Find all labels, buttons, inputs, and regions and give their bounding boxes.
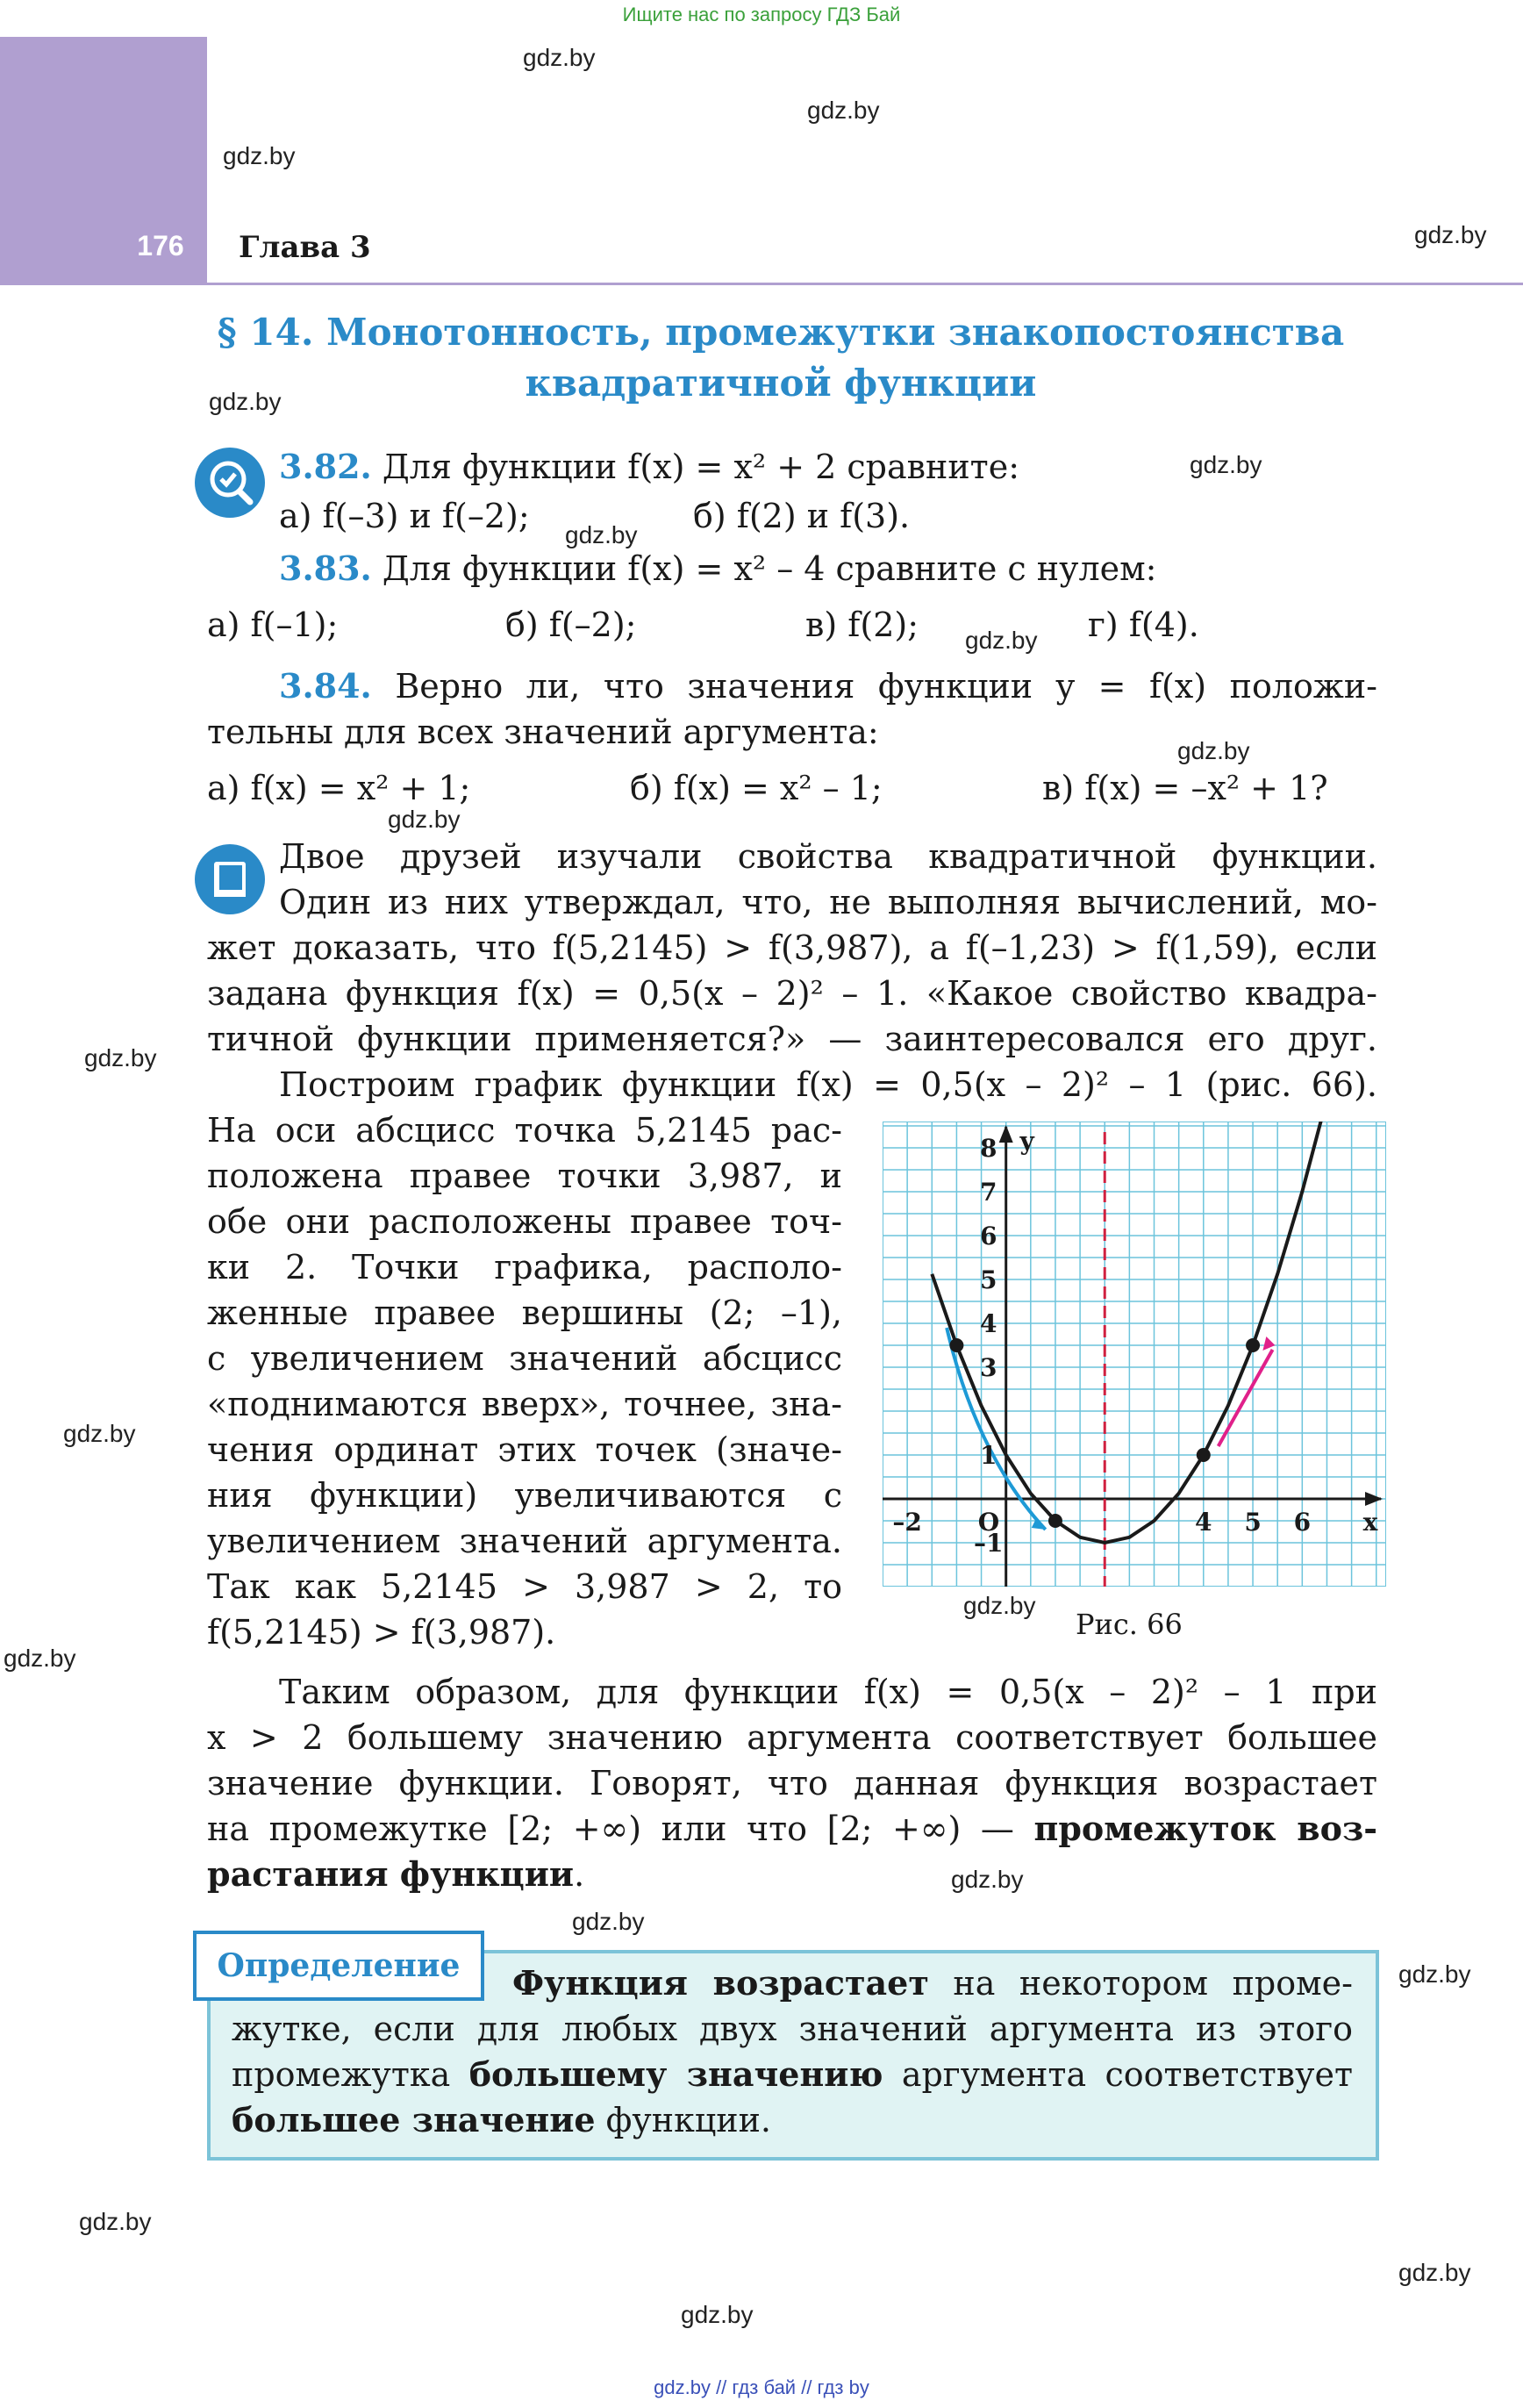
definition-bold: Функция возрастает [512,1963,929,2003]
exercise-3-83-b: б) f(–2); [505,606,637,644]
story-line: задана функция f(x) = 0,5(x – 2)² – 1. «Какое свойство квадра- [207,974,1377,1013]
exercise-3-82 [279,444,1019,490]
section-title [175,307,1386,409]
highlighted-point [1048,1514,1062,1528]
watermark: gdz.by [523,44,596,71]
exercise-text: Верно ли, что значения функции y = f(x) положи- [395,667,1377,706]
exercise-3-83 [279,546,1156,591]
book-icon [195,844,265,914]
watermark: gdz.by [1414,221,1487,248]
build-line: Построим график функции f(x) = 0,5(x – 2)² – 1 (рис. 66). [279,1065,1377,1104]
header-rule [0,283,1523,285]
y-axis-label: y [1019,1127,1034,1156]
watermark: gdz.by [388,806,461,833]
conclusion-bold: промежуток воз- [1033,1809,1377,1848]
left-column-line: женные правее вершины (2; –1), [207,1294,842,1332]
definition-line [232,2052,1353,2097]
definition-text: аргумента соответствует [901,2055,1353,2094]
exercise-text: Для функции f(x) = x² + 2 сравните: [382,448,1019,486]
watermark: gdz.by [951,1866,1024,1893]
x-tick-label: 5 [1244,1508,1262,1537]
exercise-text: Для функции f(x) = x² – 4 сравните с нулем: [382,549,1157,588]
highlighted-point [1197,1448,1211,1462]
story-line: жет доказать, что f(5,2145) > f(3,987), а f(–1,23) > f(1,59), если [207,928,1377,967]
watermark: gdz.by [1177,737,1250,764]
exercise-3-84 [279,663,1377,709]
story-line: Один из них утверждал, что, не выполняя вычислений, мо- [279,883,1377,921]
watermark: gdz.by [4,1645,76,1672]
definition-text: промежутка [232,2055,451,2094]
watermark: gdz.by [807,97,880,124]
definition-bold: большему значению [468,2054,883,2094]
exercise-3-82-a: а) f(–3) и f(–2); [279,497,530,535]
conclusion-line: Таким образом, для функции f(x) = 0,5(x – 2)² – 1 при [279,1673,1377,1711]
watermark: gdz.by [79,2208,152,2235]
watermark: gdz.by [209,388,282,415]
y-tick-label: 3 [979,1353,997,1382]
exercise-3-83-d: г) f(4). [1088,606,1199,644]
left-column-line: f(5,2145) > f(3,987). [207,1613,556,1652]
conclusion-bold: растания функции [207,1854,575,1894]
y-tick-label: 1 [979,1441,997,1470]
x-tick-label: 4 [1195,1508,1212,1537]
conclusion-line: значение функции. Говорят, что данная функция возрастает [207,1764,1377,1802]
conclusion-line [207,1852,584,1897]
conclusion-text: на промежутке [2; +∞) или что [2; +∞) — [207,1810,1014,1848]
x-tick-label: 6 [1293,1508,1312,1537]
left-column-line: положена правее точки 3,987, и [207,1157,842,1195]
y-tick-label: 5 [979,1265,997,1294]
watermark: gdz.by [63,1420,136,1447]
left-column-line: обе они расположены правее точ- [207,1202,842,1241]
x-tick-label: O [977,1508,1000,1537]
exercise-number: 3.82. [279,447,372,486]
definition-tag: Определение [193,1931,484,2001]
watermark: gdz.by [223,142,296,169]
figure-caption: Рис. 66 [1076,1608,1183,1641]
highlighted-point [1246,1338,1260,1352]
section-title-line: § 14. Монотонность, промежутки знакопостоянства [217,311,1345,354]
watermark: gdz.by [1190,451,1262,478]
x-axis-label: x [1362,1508,1378,1537]
left-column-line: На оси абсцисс точка 5,2145 рас- [207,1111,842,1150]
left-column-line: увеличением значений аргумента. [207,1522,842,1560]
watermark: gdz.by [84,1044,157,1071]
left-column-line: ния функции) увеличиваются с [207,1476,842,1515]
x-tick-label: –2 [892,1508,922,1537]
watermark: gdz.by [963,1592,1036,1619]
left-column-line: «поднимаются вверх», точнее, зна- [207,1385,842,1423]
left-column-line: чения ординат этих точек (значе- [207,1430,842,1469]
exercise-3-83-c: в) f(2); [805,606,919,644]
conclusion-line [207,1806,1377,1852]
story-line: тичной функции применяется?» — заинтересовался его друг. [207,1020,1377,1058]
watermark: gdz.by [965,627,1038,654]
left-column-line: ки 2. Точки графика, располо- [207,1248,842,1286]
top-banner: Ищите нас по запросу ГДЗ Бай [622,4,901,25]
y-tick-label: 6 [979,1222,997,1251]
conclusion-text: . [574,1855,585,1894]
highlighted-point [949,1338,963,1352]
y-tick-label: 7 [979,1178,997,1207]
magnifier-check-icon [195,448,265,518]
left-column-line: с увеличением значений абсцисс [207,1339,842,1378]
watermark: gdz.by [681,2301,754,2328]
page-number: 176 [137,230,184,262]
chapter-label: Глава 3 [239,230,371,265]
parabola-chart [883,1122,1386,1587]
watermark: gdz.by [572,1908,645,1935]
exercise-3-84-c: в) f(x) = –x² + 1? [1042,769,1328,807]
y-tick-label: 4 [979,1309,997,1338]
definition-line [232,2097,771,2143]
exercise-number: 3.83. [279,548,372,588]
watermark: gdz.by [1398,2259,1471,2286]
watermark: gdz.by [1398,1960,1471,1988]
exercise-3-84-line2: тельны для всех значений аргумента: [207,713,879,751]
conclusion-line: x > 2 большему значению аргумента соответствует большее [207,1718,1377,1757]
exercise-3-84-a: а) f(x) = x² + 1; [207,769,471,807]
watermark: gdz.by [565,521,638,548]
definition-bold: большее значение [232,2100,596,2139]
y-tick-label: –1 [973,1529,1004,1558]
exercise-3-82-b: б) f(2) и f(3). [693,497,911,535]
definition-line [512,1960,1353,2006]
y-tick-label: 8 [979,1134,997,1163]
footer-links: gdz.by // гдз бай // гдз by [654,2376,869,2398]
story-line: Двое друзей изучали свойства квадратичной функции. [279,837,1377,876]
exercise-3-84-b: б) f(x) = x² – 1; [630,769,883,807]
exercise-3-83-a: а) f(–1); [207,606,339,644]
left-column-line: Так как 5,2145 > 3,987 > 2, то [207,1567,842,1606]
left-column [207,1107,842,1655]
section-title-line: квадратичной функции [525,362,1037,405]
exercise-number: 3.84. [279,666,372,706]
definition-line: жутке, если для любых двух значений аргумента из этого [232,2010,1353,2048]
definition-text: функции. [605,2101,772,2139]
definition-text: на некотором проме- [953,1964,1353,2003]
